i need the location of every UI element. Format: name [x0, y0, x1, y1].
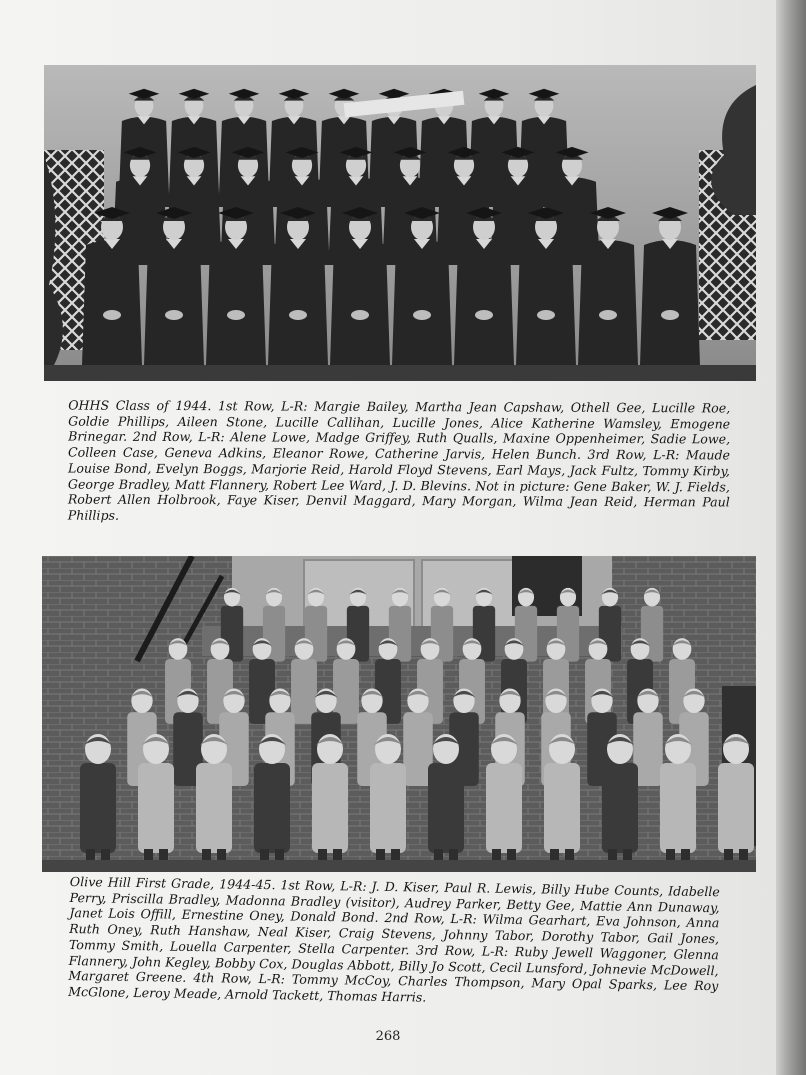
student-figure — [291, 638, 317, 724]
photo-class-of-1944 — [44, 65, 756, 381]
student-figure — [375, 638, 401, 724]
graduates-photo-illustration — [44, 65, 756, 381]
student-figure — [333, 638, 359, 724]
page-number: 268 — [375, 1029, 401, 1044]
photo-first-grade-1944-45 — [42, 556, 756, 872]
book-gutter-edge — [776, 0, 806, 1075]
first-grade-photo-illustration — [42, 556, 756, 872]
photo-caption-class-of-1944: OHHS Class of 1944. 1st Row, L-R: Margie Bailey, Martha Jean Capshaw, Othell Gee, Lucille Roe, Goldie Phillips, Aileen Stone, Lucille Callihan, Lucille Jones, Alice Katherine Wamsley, Emogene Brinegar. 2nd Row, L-R: Alene Lowe, Madge Griffey, Ruth Qualls, Maxine Oppenheimer, Sadie Lowe, Colleen Case, Geneva Adkins, Eleanor Rowe, Catherine Jarvis, Helen Bunch. 3rd Row, L-R: Maude Louise Bond, Evelyn Boggs, Marjorie Reid, Harold Floyd Stevens, Earl Mays, Jack Fultz, Tommy Kirby, George Bradley, Matt Flannery, Robert Lee Ward, J. D. Blevins. Not in picture: Gene Baker, W. J. Fields, Robert Allen Holbrook, Faye Kiser, Denvil Maggard, Mary Morgan, Wilma Jean Reid, Herman Paul Phillips. — [67, 397, 731, 523]
floor — [44, 365, 756, 381]
photo-caption-first-grade-1944-45: Olive Hill First Grade, 1944-45. 1st Row, L-R: J. D. Kiser, Paul R. Lewis, Billy Hube Counts, Idabelle Perry, Priscilla Bradley, Madonna Bradley (visitor), Audrey Parker, Betty Gee, Mattie Ann Dunaway, Janet Lois Offill, Ernestine Oney, Donald Bond. 2nd Row, L-R: Wilma Gearhart, Eva Johnson, Anna Ruth Oney, Ruth Hanshaw, Neal Kiser, Craig Stevens, Johnny Tabor, Dorothy Tabor, Gail Jones, Tommy Smith, Louella Carpenter, Stella Carpenter. 3rd Row, L-R: Ruby Jewell Waggoner, Glenna Flannery, John Kegley, Bobby Cox, Douglas Abbott, Billy Jo Scott, Cecil Lunsford, Johnevie McDowell, Margaret Greene. 4th Row, L-R: Tommy McCoy, Charles Thompson, Mary Opal Sparks, Lee Roy McGlone, Leroy Meade, Arnold Tackett, Thomas Harris. — [68, 874, 720, 1005]
ground — [42, 860, 756, 872]
student-figure — [249, 638, 275, 724]
